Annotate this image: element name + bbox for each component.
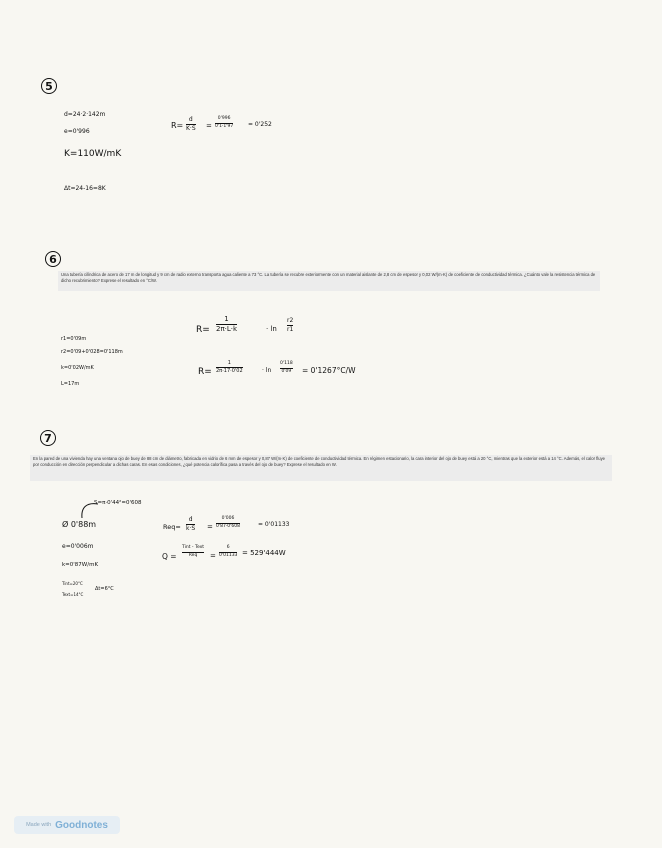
p7-r-val-num: 0'006 [221, 516, 235, 521]
p7-given-3: k=0'87W/mK [62, 562, 99, 568]
p5-value-num: 0'996 [217, 116, 231, 121]
p7-r-num: d [188, 516, 193, 523]
p6-f2-ratio-den: 0'09 [281, 368, 292, 374]
p7-q-den: Req [188, 552, 198, 558]
badge-made-with: Made with [26, 822, 52, 828]
p6-f2-result: = 0'1267°C/W [302, 366, 356, 375]
p5-value-fraction [215, 117, 233, 129]
p5-given-4: Δt=24-16=8K [64, 185, 106, 192]
problem-7-statement: En la pared de una vivienda hay una ventana ojo de buey de 88 cm de diámetro, fabricada en vidrio de 6 mm de espesor y 0,87 W/(m·K) de coeficiente de conductividad térmica. En régimen estacionario, la cara interior del ojo de buey está a 20 °C, mientras que la exterior está a 14 °C. Además, el calor fluye por conducción en dirección perpendicular a dichas caras. En esas condiciones, ¿qué potencia calorífica pasa a través del ojo de buey? Exprese el resultado en W. [30, 455, 612, 481]
p6-f1-ratio [287, 318, 293, 333]
p6-given-3: k=0'02W/mK [61, 365, 94, 371]
p7-q-val-num: 6 [226, 545, 230, 550]
p7-given-5: Text=14°C [62, 592, 84, 597]
problem-7-number: 7 [40, 430, 56, 446]
p6-f1-fraction [216, 316, 237, 333]
p5-formula-fraction [186, 117, 196, 132]
p5-given-3: K=110W/mK [64, 149, 122, 159]
p6-given-2: r2=0'09+0'028=0'118m [61, 349, 123, 355]
p7-q-mid: = [210, 552, 216, 560]
p7-r-fraction [186, 517, 195, 532]
p7-given-4: Tint=20°C [62, 581, 83, 586]
p5-value-den: 0'1·1'97 [215, 123, 234, 129]
problem-6-statement: Una tubería cilíndrica de acero de 17 m de longitud y 9 cm de radio externo transporta agua caliente a 73 °C. La tubería se recubre exteriormente con un material aislante de 2,8 cm de espesor y 0,02 W/(m·K) de coeficiente de conductividad térmica. ¿Cuánto vale la resistencia térmica de dicho recubrimiento? Exprese el resultado en °C/W. [58, 271, 600, 291]
p6-f2-ln: · ln [262, 367, 272, 374]
p7-surface-note: S=π·0'44²=0'608 [94, 500, 142, 506]
p6-f1-ln: · ln [266, 325, 277, 333]
p7-q-lhs: Q = [162, 552, 177, 561]
p6-f1-ratio-den: r1 [287, 326, 294, 333]
p7-q-fraction [182, 546, 204, 558]
p7-q-num: Tint - Text [182, 545, 205, 550]
p6-f2-ratio-num: 0'118 [280, 361, 293, 366]
p7-r-den: k·S [186, 525, 196, 532]
p7-r-val-den: 0'87·0'608 [216, 523, 240, 529]
p7-r-lhs: Req= [163, 523, 181, 531]
p7-given-6: Δt=6°C [95, 586, 114, 592]
p6-f2-ratio [280, 362, 293, 374]
p7-r-mid: = [207, 523, 213, 531]
p6-f1-ratio-num: r2 [287, 317, 294, 324]
p7-q-val-den: 0'01133 [219, 552, 238, 558]
p5-given-2: e=0'996 [64, 128, 90, 135]
p5-formula-den: K·S [186, 125, 196, 132]
p5-given-1: d=24·2·142m [64, 111, 106, 118]
p6-f1-num: 1 [224, 315, 229, 323]
p7-given-1: Ø 0'88m [62, 520, 97, 529]
p5-formula-lhs: R= [171, 121, 184, 130]
p7-q-value-fraction [219, 546, 237, 558]
goodnotes-badge[interactable] [14, 816, 120, 834]
p7-r-result: = 0'01133 [258, 521, 290, 528]
p6-f2-lhs: R= [198, 367, 212, 377]
problem-6-number: 6 [45, 251, 61, 267]
p6-f1-lhs: R= [196, 325, 210, 335]
p6-given-1: r1=0'09m [61, 336, 87, 342]
p7-given-2: e=0'006m [62, 543, 94, 550]
p5-formula-num: d [188, 116, 193, 123]
p7-q-result: = 529'444W [242, 549, 286, 557]
p7-r-value-fraction [216, 517, 240, 529]
p5-formula-mid: = [206, 122, 212, 130]
p6-f2-den: 2π·17·0'02 [216, 368, 243, 374]
problem-5-number: 5 [41, 78, 57, 94]
p6-f1-den: 2π·L·k [216, 325, 238, 333]
p5-formula-result: = 0'252 [248, 121, 272, 128]
p6-given-4: L=17m [61, 381, 80, 387]
p6-f2-fraction [216, 361, 243, 374]
p6-f2-num: 1 [227, 360, 231, 366]
badge-brand: Goodnotes [55, 819, 108, 831]
